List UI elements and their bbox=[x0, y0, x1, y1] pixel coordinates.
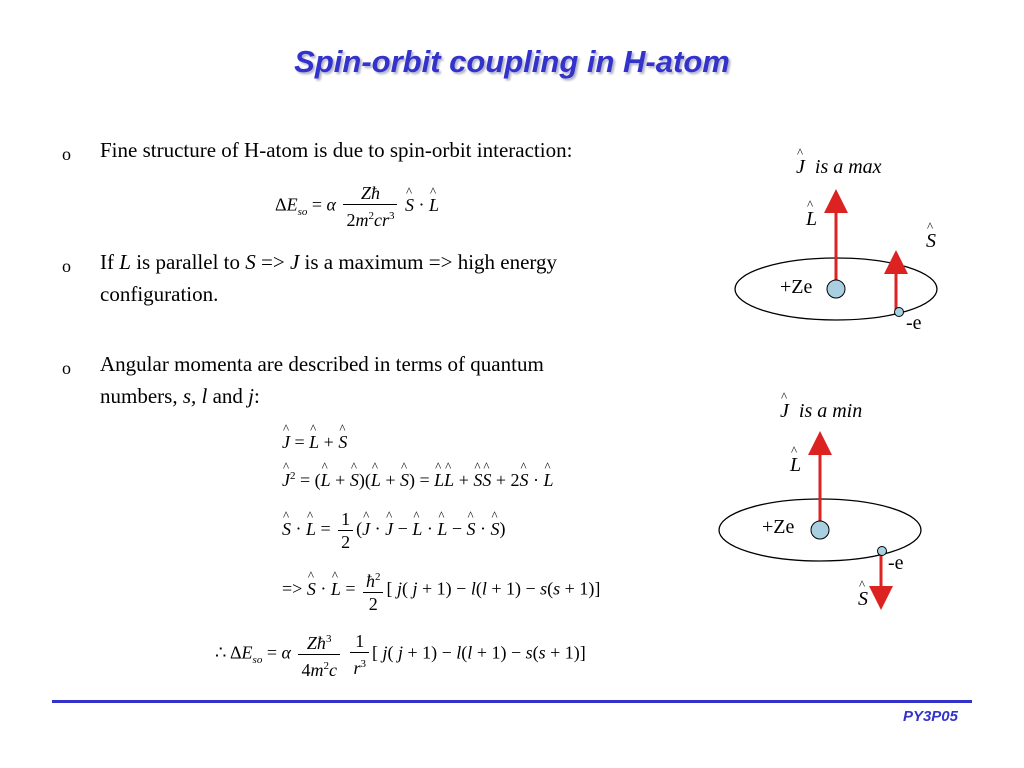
slide-title: Spin-orbit coupling in H-atom bbox=[294, 44, 730, 79]
text: configuration. bbox=[100, 282, 219, 306]
symbol-L: ^ L bbox=[806, 208, 817, 231]
footer-course-code: PY3P05 bbox=[902, 708, 958, 725]
label-L bbox=[790, 454, 801, 477]
caption-text: is a max bbox=[814, 156, 882, 178]
text: is parallel to bbox=[130, 250, 246, 274]
diagram-bottom-caption bbox=[780, 400, 862, 423]
equation-j-squared: ^ $J^2$ = (^ L + ^ S)(^ L + ^ S) = ^ L^ L + ^ S^ S + 2^ S · ^ L bbox=[282, 470, 554, 491]
symbol-L: ^ L bbox=[790, 454, 801, 477]
caption-text: is a min bbox=[798, 400, 863, 422]
electron-bottom bbox=[878, 547, 887, 556]
bullet-marker: o bbox=[62, 358, 71, 378]
text: : bbox=[254, 384, 260, 408]
text: and bbox=[207, 384, 249, 408]
nucleus-label: +Ze bbox=[762, 516, 795, 538]
symbol-S: ^ S bbox=[858, 588, 868, 611]
nucleus-label: +Ze bbox=[780, 276, 813, 298]
bullet-fine-structure: Fine structure of H-atom is due to spin-orbit interaction: bbox=[100, 138, 573, 162]
equation-s-dot-l-quantum: => ^ S · ^ L = $\frac{ħ^2}{2}$ [ j( j + 1) − l(l + 1) − s(s + 1)] bbox=[282, 566, 600, 615]
bullet-marker: o bbox=[62, 256, 71, 276]
text: is a maximum => high energy bbox=[299, 250, 558, 274]
text: Angular momenta are described in terms of quantum bbox=[100, 352, 544, 376]
bullet-marker: o bbox=[62, 144, 71, 164]
symbol-J: J bbox=[289, 250, 300, 274]
nucleus-top bbox=[827, 280, 845, 298]
electron-top bbox=[895, 308, 904, 317]
text: => bbox=[255, 250, 290, 274]
equation-delta-e-final: ∴ $\Delta E_{so} = \alpha$ $\frac{Zħ^3}{4m^2c}$ $\frac{1}{r^3}$ [ j( j + 1) − l(l + 1) − s(s + 1)] bbox=[215, 628, 586, 681]
equation-delta-e-so: $\Delta E_{so} = \alpha$ $\frac{Zħ}{2m^2cr^3}$ ^ S · ^ L bbox=[275, 182, 439, 231]
symbol-S: ^ S bbox=[926, 230, 936, 253]
symbol-S: S bbox=[245, 250, 256, 274]
text: If bbox=[100, 250, 120, 274]
symbol-J: ^ J bbox=[780, 400, 789, 423]
electron-label: -e bbox=[906, 312, 922, 334]
nucleus-bottom bbox=[811, 521, 829, 539]
symbol-L: L bbox=[119, 250, 131, 274]
symbol-j: j bbox=[248, 384, 255, 408]
symbol-s-l: s, l bbox=[182, 384, 208, 408]
footer-divider bbox=[52, 700, 972, 703]
equation-j-sum: ^ J = ^ L + ^ S bbox=[282, 432, 347, 453]
equation-s-dot-l: ^ S · ^ L = $\frac{1}{2}$ (^ J · ^ J − ^ L · ^ L − ^ S · ^ S) bbox=[282, 508, 506, 553]
electron-label: -e bbox=[888, 552, 904, 574]
label-S bbox=[858, 588, 868, 611]
symbol-J: ^ J bbox=[796, 156, 805, 179]
text: numbers, bbox=[100, 384, 183, 408]
